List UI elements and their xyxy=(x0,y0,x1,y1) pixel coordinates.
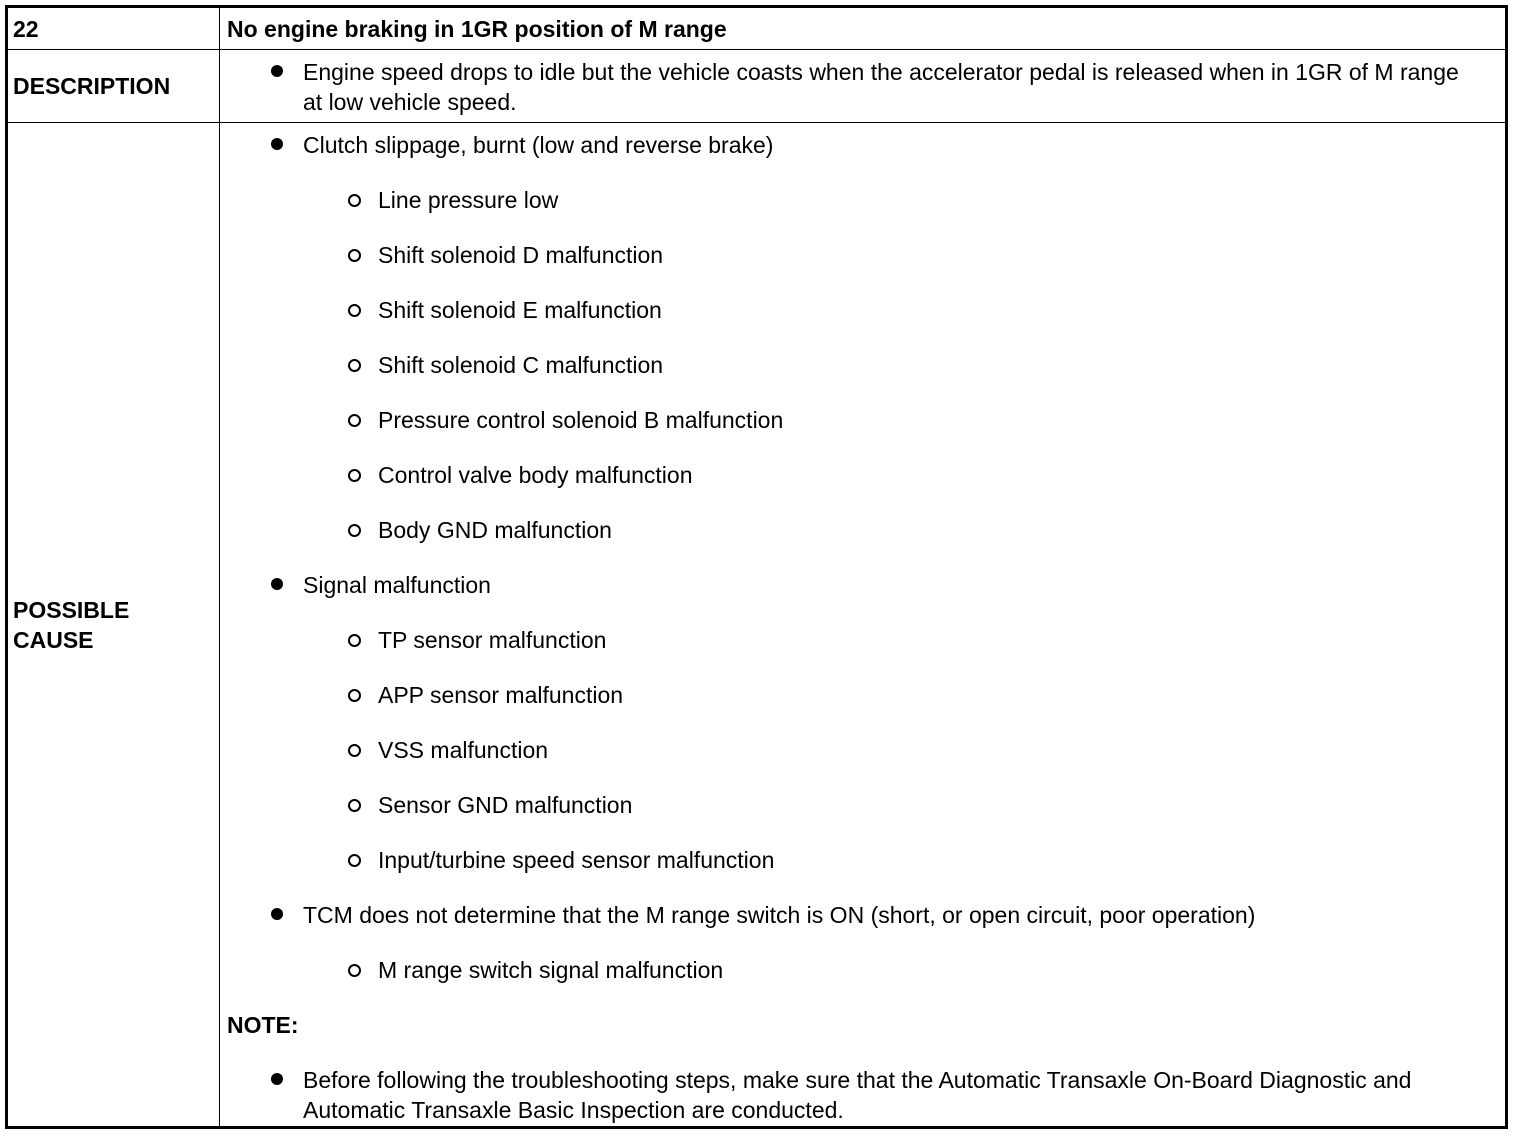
circle-bullet-icon xyxy=(348,249,361,262)
column-divider xyxy=(219,123,220,1126)
cause-sub-item: Input/turbine speed sensor malfunction xyxy=(348,845,774,875)
cause-sub-item: Shift solenoid D malfunction xyxy=(348,240,663,270)
bullet-icon xyxy=(271,1073,283,1085)
description-text: Engine speed drops to idle but the vehicle coasts when the accelerator pedal is released when in 1GR of M range at low vehicle speed. xyxy=(303,59,1459,115)
description-label: DESCRIPTION xyxy=(13,73,171,99)
circle-bullet-icon xyxy=(348,469,361,482)
possible-cause-cell xyxy=(221,123,1505,1126)
cause-sub-item: Sensor GND malfunction xyxy=(348,790,632,820)
bullet-icon xyxy=(271,65,283,77)
bullet-icon xyxy=(271,138,283,150)
column-divider xyxy=(219,8,220,49)
column-divider xyxy=(219,50,220,122)
circle-bullet-icon xyxy=(348,854,361,867)
bullet-icon xyxy=(271,908,283,920)
circle-bullet-icon xyxy=(348,524,361,537)
possible-cause-label: POSSIBLE CAUSE xyxy=(13,596,130,653)
cause-sub-item: Shift solenoid E malfunction xyxy=(348,295,662,325)
note-bullet xyxy=(271,1065,1463,1125)
circle-bullet-icon xyxy=(348,689,361,702)
cause-sub-item: APP sensor malfunction xyxy=(348,680,623,710)
circle-bullet-icon xyxy=(348,194,361,207)
cause-sub-item: Pressure control solenoid B malfunction xyxy=(348,405,783,435)
cause-sub-item: M range switch signal malfunction xyxy=(348,955,723,985)
cause-sub-item: VSS malfunction xyxy=(348,735,548,765)
cause-bullet: TCM does not determine that the M range switch is ON (short, or open circuit, poor operation) xyxy=(271,900,1463,930)
description-bullet xyxy=(271,57,1463,117)
description-cell xyxy=(221,50,1505,122)
circle-bullet-icon xyxy=(348,744,361,757)
possible-cause-row xyxy=(8,123,1505,1126)
cause-sub-item: Shift solenoid C malfunction xyxy=(348,350,663,380)
bullet-icon xyxy=(271,578,283,590)
circle-bullet-icon xyxy=(348,359,361,372)
cause-sub-item: TP sensor malfunction xyxy=(348,625,606,655)
page-title: No engine braking in 1GR position of M range xyxy=(227,16,727,42)
header-title-cell xyxy=(221,8,1505,49)
circle-bullet-icon xyxy=(348,304,361,317)
cause-bullet: Clutch slippage, burnt (low and reverse brake) xyxy=(271,130,1463,160)
troubleshooting-table xyxy=(5,5,1508,1129)
table-header-row xyxy=(8,8,1505,50)
cause-bullet: Signal malfunction xyxy=(271,570,1463,600)
circle-bullet-icon xyxy=(348,414,361,427)
description-row xyxy=(8,50,1505,123)
circle-bullet-icon xyxy=(348,799,361,812)
circle-bullet-icon xyxy=(348,634,361,647)
cause-sub-item: Line pressure low xyxy=(348,185,558,215)
note-text: Before following the troubleshooting steps, make sure that the Automatic Transaxle On-Board Diagnostic and Automatic Transaxle Basic Inspection are conducted. xyxy=(303,1067,1412,1123)
cause-sub-item: Body GND malfunction xyxy=(348,515,612,545)
item-number: 22 xyxy=(13,15,39,42)
note-label: NOTE: xyxy=(227,1012,299,1038)
circle-bullet-icon xyxy=(348,964,361,977)
cause-sub-item: Control valve body malfunction xyxy=(348,460,693,490)
